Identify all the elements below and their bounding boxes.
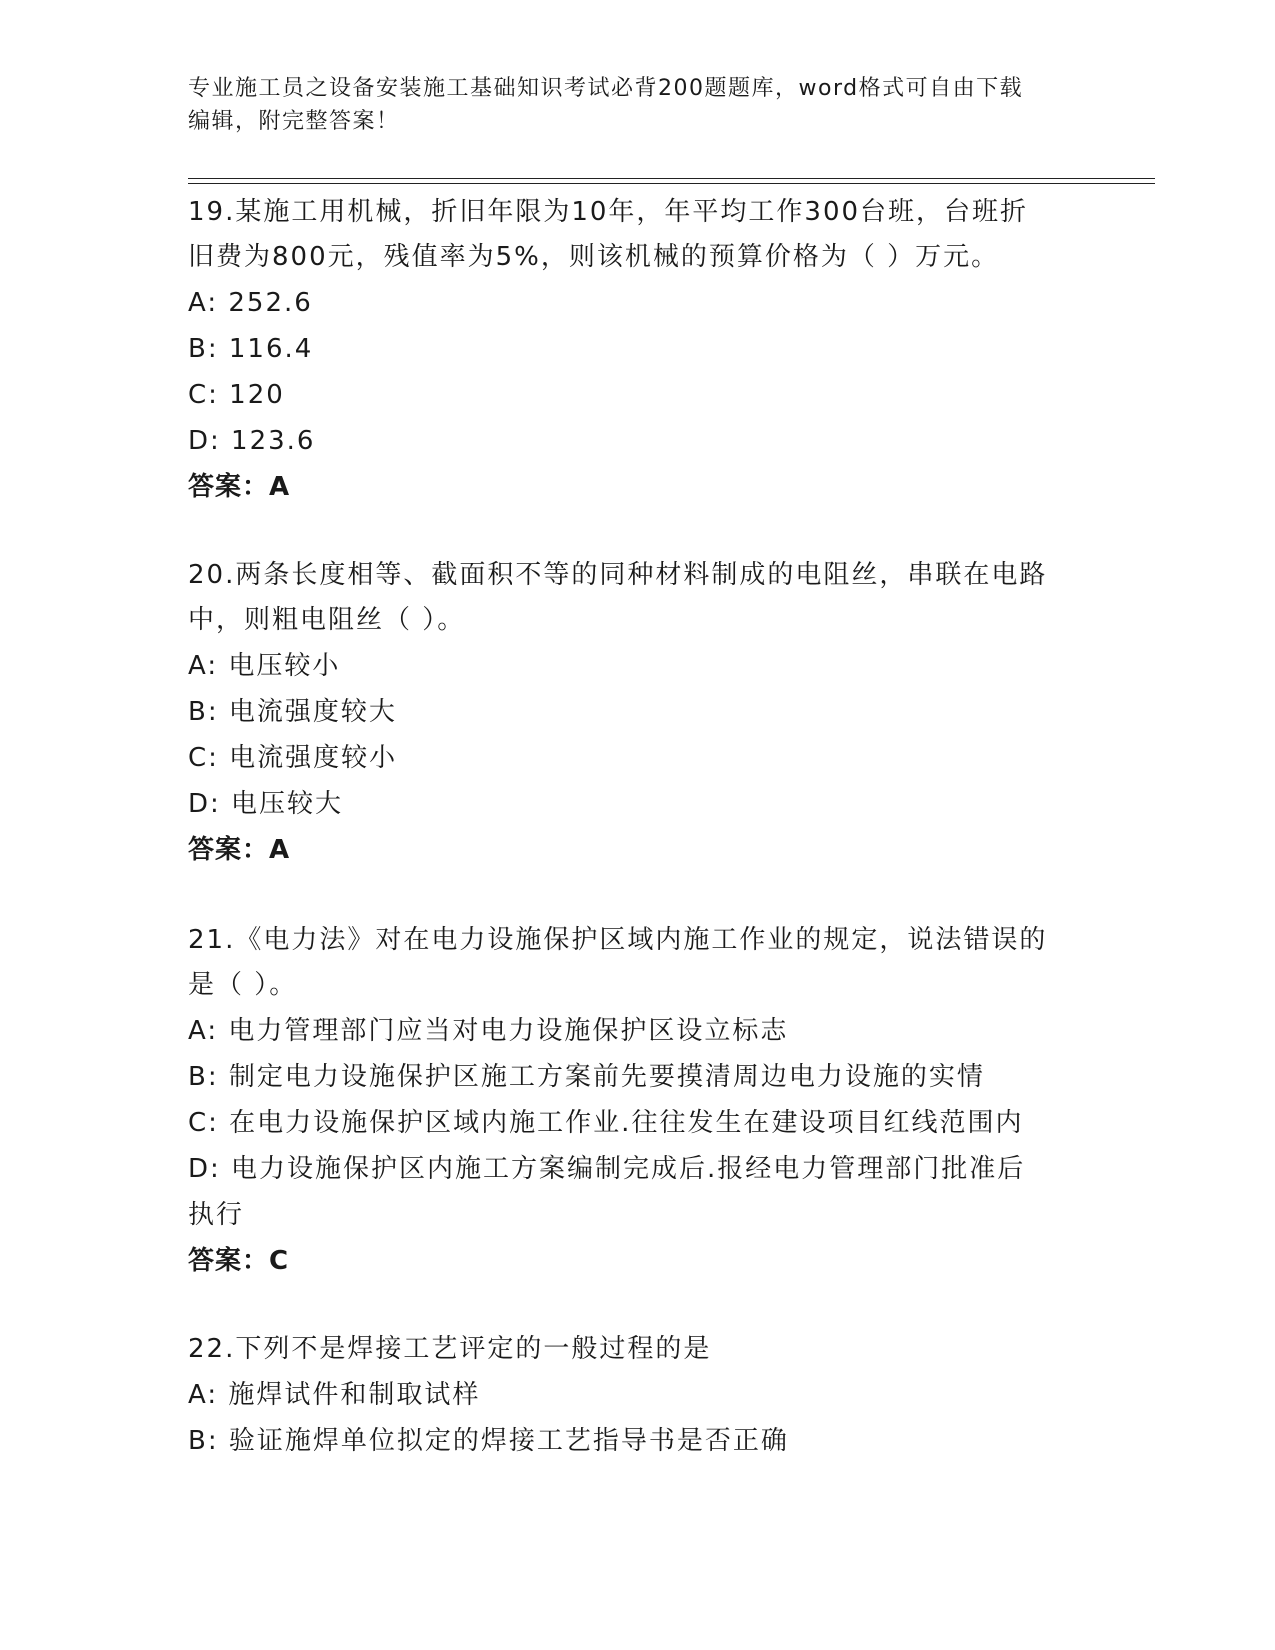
question-text-line: 旧费为800元，残值率为5%，则该机械的预算价格为（ ）万元。 [188,242,1000,272]
option-d-continuation: 执行 [188,1200,245,1230]
option-b: B: 116.4 [188,334,314,364]
question-22 [188,1327,1088,1464]
document-header [188,72,1078,138]
option-d: D: 电力设施保护区内施工方案编制完成后.报经电力管理部门批准后 [188,1154,1026,1184]
question-text-line: 21.《电力法》对在电力设施保护区域内施工作业的规定，说法错误的 [188,925,1048,955]
option-b: B: 电流强度较大 [188,697,397,727]
header-line-1: 专业施工员之设备安装施工基础知识考试必背200题题库，word格式可自由下载 [188,76,1024,101]
question-text-line: 19.某施工用机械，折旧年限为10年，年平均工作300台班，台班折 [188,197,1029,227]
option-a: A: 电力管理部门应当对电力设施保护区设立标志 [188,1016,789,1046]
answer-label: 答案：A [188,835,291,865]
question-text-line: 中，则粗电阻丝（ ）。 [188,605,466,635]
option-b: B: 验证施焊单位拟定的焊接工艺指导书是否正确 [188,1426,789,1456]
option-a: A: 施焊试件和制取试样 [188,1380,481,1410]
question-text-line: 22.下列不是焊接工艺评定的一般过程的是 [188,1334,712,1364]
header-line-2: 编辑，附完整答案！ [188,109,400,134]
option-d: D: 电压较大 [188,789,344,819]
question-text-line: 20.两条长度相等、截面积不等的同种材料制成的电阻丝，串联在电路 [188,560,1048,590]
header-divider-top [188,178,1155,179]
option-a: A: 电压较小 [188,651,341,681]
question-20 [188,553,1088,873]
option-c: C: 在电力设施保护区域内施工作业.往往发生在建设项目红线范围内 [188,1108,1024,1138]
option-c: C: 120 [188,380,285,410]
option-c: C: 电流强度较小 [188,743,398,773]
option-a: A: 252.6 [188,288,313,318]
answer-label: 答案：A [188,472,291,502]
question-19 [188,190,1088,510]
question-text-line: 是（ ）。 [188,970,298,1000]
answer-label: 答案：C [188,1246,290,1276]
header-divider-bottom [188,183,1155,184]
option-b: B: 制定电力设施保护区施工方案前先要摸清周边电力设施的实情 [188,1062,985,1092]
option-d: D: 123.6 [188,426,316,456]
question-21 [188,918,1088,1284]
